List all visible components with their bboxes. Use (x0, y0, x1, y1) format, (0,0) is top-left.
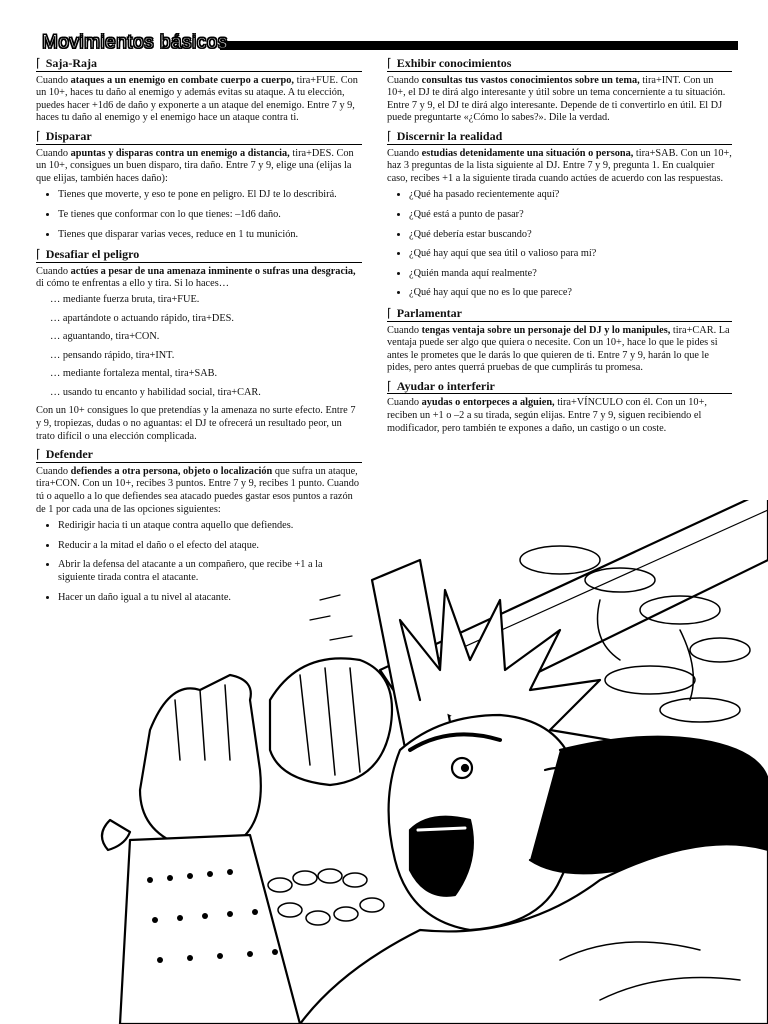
move-text: Cuando actúes a pesar de una amenaza inminente o sufras una desgracia, di cómo te enfrentas a ello y tira. Si lo haces… (36, 265, 356, 290)
upper-fist (270, 658, 392, 785)
move-text: Cuando defiendes a otra persona, objeto o localización que sufra un ataque, tira+CON. Con un 10+, recibes 3 puntos. Entre 7 y 9, recibes 1 punto. Cuando tú o aquello a lo que defiendes sea atacado puedes gastar esos puntos a razón de 1 por cada una de las opciones siguientes: (36, 465, 360, 515)
move-text: Cuando ataques a un enemigo en combate cuerpo a cuerpo, tira+FUE. Con un 10+, haces tu daño al enemigo y además evitas su ataque. A tu elección, puedes hacer +1d6 de daño y exponerte a un ataque del enemigo. Entre 7 y 9, haces tu daño al enemigo y el enemigo hace un ataque contra ti. (36, 74, 358, 124)
bracket-icon: ⌈ (36, 128, 41, 143)
list-item: • ¿Qué hay aquí que sea útil o valioso para mí? (409, 248, 732, 261)
move-heading: ⌈ Ayudar o interferir (387, 380, 732, 395)
list-item: • Hacer un daño igual a tu nivel al atacante. (58, 592, 362, 605)
move-text: Cuando estudias detenidamente una situación o persona, tira+SAB. Con un 10+, haz 3 preguntas de la lista siguiente al DJ. Entre 7 y 9, pregunta 1. En cualquier caso, recibes +1 a la siguiente tirada cuando actúes de acuerdo con las respuestas. (387, 147, 732, 184)
bracket-icon: ⌈ (387, 56, 392, 70)
move-text: Cuando consultas tus vastos conocimientos sobre un tema, tira+INT. Con un 10+, el DJ te dirá algo interesante y útil sobre un tema concerniente a tu situación. Entre 7 y 9, el DJ te dirá algo interesante. Depende de ti convertirlo en útil. El DJ puede preguntarte «¿Cómo lo sabes?». Dile la verdad. (387, 74, 726, 124)
move-exhibir-conocimientos (387, 57, 732, 125)
bracket-icon: ⌈ (387, 378, 392, 393)
bracket-icon: ⌈ (387, 128, 392, 143)
move-heading: ⌈ Disparar (36, 130, 362, 145)
move-parlamentar (387, 307, 732, 375)
bracket-icon: ⌈ (36, 247, 41, 262)
list-item: … usando tu encanto y habilidad social, tira+CAR. (50, 386, 261, 398)
move-heading: ⌈ Saja-Raja (36, 57, 362, 72)
move-heading: ⌈ Parlamentar (387, 307, 732, 322)
sword-pommel (102, 820, 130, 850)
move-text: Cuando ayudas o entorpeces a alguien, tira+VÍNCULO con él. Con un 10+, reciben un +1 o –2 a su tirada, según elijas. Entre 7 y 9, siguen recibiendo el modificador, pero también te expones a daño, un castigo o un coste. (387, 397, 707, 434)
list-item: • Abrir la defensa del atacante a un compañero, que recibe +1 a la siguiente tirada contra el atacante. (58, 559, 362, 584)
stat-options (50, 294, 362, 400)
list-item: • ¿Quién manda aquí realmente? (409, 268, 732, 281)
title-bar (40, 32, 738, 52)
bead-necklace (268, 869, 384, 925)
warrior-illustration (0, 500, 768, 1024)
bracket-icon: ⌈ (387, 305, 392, 320)
bracket-icon: ⌈ (36, 447, 41, 462)
move-ayudar-interferir (387, 380, 732, 435)
page-title: Movimientos básicos (42, 32, 228, 53)
list-item: … aguantando, tira+CON. (50, 331, 160, 343)
move-desafiar-peligro (36, 248, 362, 443)
move-heading: ⌈ Defender (36, 448, 362, 463)
bracket-icon: ⌈ (36, 56, 41, 70)
list-item: … apartándote o actuando rápido, tira+DES. (50, 312, 234, 324)
list-item: … mediante fortaleza mental, tira+SAB. (50, 368, 218, 380)
move-saja-raja (36, 57, 362, 125)
move-disparar (36, 130, 362, 241)
list-item: • ¿Qué está a punto de pasar? (409, 209, 732, 222)
list-item: • ¿Qué debería estar buscando? (409, 229, 732, 242)
title-rule (220, 41, 738, 50)
right-column (387, 57, 732, 440)
option-list (36, 189, 362, 241)
list-item: • Redirigir hacia ti un ataque contra aquello que defiendes. (58, 520, 362, 533)
move-text: Cuando tengas ventaja sobre un personaje del DJ y lo manipules, tira+CAR. La ventaja puede ser algo que quiera o necesite. Con un 10+, hace lo que le pides si antes le prometes que le darás lo que quieren de ti. Entre 7 y 9, harán lo que le pides, pero antes querrá pruebas de que cumplirás tu promesa. (387, 324, 730, 374)
list-item: • Tienes que moverte, y eso te pone en peligro. El DJ te lo describirá. (58, 189, 362, 202)
armored-arm (120, 835, 300, 1024)
move-text: Cuando apuntas y disparas contra un enemigo a distancia, tira+DES. Con un 10+, consigues un buen disparo, tira daño. Entre 7 y 9, elige una (elijas la que elijas, también haces daño): (36, 147, 354, 184)
move-heading: ⌈ Discernir la realidad (387, 130, 732, 145)
list-item: • Te tienes que conformar con lo que tienes: –1d6 daño. (58, 209, 362, 222)
list-item: • ¿Qué ha pasado recientemente aquí? (409, 189, 732, 202)
list-item: … mediante fuerza bruta, tira+FUE. (50, 293, 200, 305)
list-item: … pensando rápido, tira+INT. (50, 349, 175, 361)
move-heading: ⌈ Desafiar el peligro (36, 248, 362, 263)
list-item: • Tienes que disparar varias veces, reduce en 1 tu munición. (58, 229, 362, 242)
move-result: Con un 10+ consigues lo que pretendías y la amenaza no surte efecto. Entre 7 y 9, tropiezas, dudas o no aguantas: el DJ te ofrecerá un resultado peor, un trato difícil o una elección complicada. (36, 405, 356, 442)
list-item: • Reducir a la mitad el daño o el efecto del ataque. (58, 540, 362, 553)
list-item: • ¿Qué hay aquí que no es lo que parece? (409, 287, 732, 300)
question-list (387, 189, 732, 300)
move-discernir-realidad (387, 130, 732, 300)
move-heading: ⌈ Exhibir conocimientos (387, 57, 732, 72)
